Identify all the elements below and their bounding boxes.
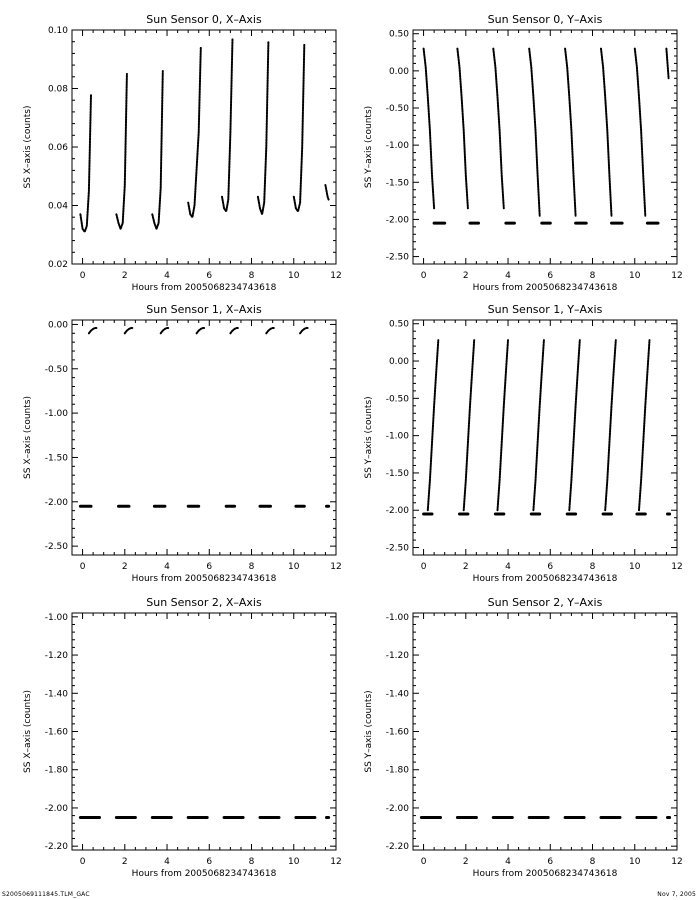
x-axis-label: Hours from 2005068234743618 xyxy=(472,869,618,879)
x-tick-label: 10 xyxy=(288,562,300,572)
x-tick-label: 12 xyxy=(330,271,342,281)
y-tick-label: -2.00 xyxy=(385,803,409,814)
x-tick-label: 8 xyxy=(248,857,255,867)
x-tick-label: 10 xyxy=(629,271,641,281)
x-tick-label: 12 xyxy=(330,857,342,867)
y-tick-label: 0.50 xyxy=(388,29,409,40)
y-tick-label: -2.20 xyxy=(385,842,409,853)
y-tick-label: 0.06 xyxy=(47,143,68,153)
y-axis-label: SS X–axis (counts) xyxy=(23,105,33,189)
x-tick-label: 2 xyxy=(121,271,128,281)
y-tick-label: -2.00 xyxy=(44,803,68,814)
chart-title: Sun Sensor 2, Y–Axis xyxy=(487,596,603,609)
y-tick-label: -0.50 xyxy=(44,364,68,375)
panel-1 xyxy=(364,13,683,293)
y-tick-label: 0.50 xyxy=(388,319,409,330)
x-tick-label: 8 xyxy=(589,271,596,281)
x-tick-label: 12 xyxy=(671,857,683,867)
panel-4 xyxy=(23,596,342,879)
x-tick-label: 8 xyxy=(589,562,596,572)
data-segment xyxy=(666,49,668,79)
y-tick-label: -1.00 xyxy=(385,141,409,152)
y-tick-label: -2.20 xyxy=(44,842,68,853)
x-tick-label: 2 xyxy=(462,271,469,281)
x-tick-label: 6 xyxy=(547,562,554,572)
x-tick-label: 2 xyxy=(462,857,469,867)
x-tick-label: 6 xyxy=(206,857,213,867)
chart-title: Sun Sensor 0, X–Axis xyxy=(146,13,262,26)
data-segment xyxy=(565,49,576,216)
data-segment xyxy=(601,49,612,216)
data-segment xyxy=(89,328,97,333)
x-tick-label: 6 xyxy=(206,562,213,572)
x-axis-label: Hours from 2005068234743618 xyxy=(131,869,277,879)
x-tick-label: 0 xyxy=(420,857,427,867)
data-segment xyxy=(605,340,616,510)
y-axis-label: SS Y–axis (counts) xyxy=(364,105,374,189)
panel-2 xyxy=(23,303,342,584)
data-segment xyxy=(457,49,468,209)
y-tick-label: -1.00 xyxy=(385,431,409,442)
x-tick-label: 0 xyxy=(420,562,427,572)
x-tick-label: 4 xyxy=(505,271,511,281)
plot-frame xyxy=(413,320,677,555)
y-tick-label: -1.80 xyxy=(385,765,409,776)
y-tick-label: 0.00 xyxy=(47,320,68,331)
y-tick-label: -1.00 xyxy=(44,409,68,420)
y-tick-label: 0.08 xyxy=(47,84,68,95)
panel-5 xyxy=(364,596,683,879)
x-tick-label: 10 xyxy=(288,271,300,281)
y-tick-label: -2.00 xyxy=(385,215,409,226)
data-segment xyxy=(493,49,504,209)
y-axis-label: SS Y–axis (counts) xyxy=(364,690,374,773)
x-tick-label: 12 xyxy=(671,562,683,572)
panel-3 xyxy=(364,303,683,584)
x-tick-label: 8 xyxy=(589,857,596,867)
y-tick-label: 0.04 xyxy=(47,201,68,212)
data-segment xyxy=(300,328,308,333)
data-segment xyxy=(325,185,328,200)
panel-0 xyxy=(23,13,342,293)
footer-date: Nov 7, 2005 xyxy=(657,891,696,898)
y-axis-label: SS X–axis (counts) xyxy=(23,690,33,773)
plot-frame xyxy=(72,613,336,850)
x-tick-label: 0 xyxy=(79,857,86,867)
plot-frame xyxy=(413,613,677,850)
y-axis-label: SS X–axis (counts) xyxy=(23,396,33,479)
x-tick-label: 10 xyxy=(629,562,641,572)
data-segment xyxy=(424,49,435,209)
x-tick-label: 4 xyxy=(505,562,511,572)
x-tick-label: 2 xyxy=(121,857,128,867)
x-axis-label: Hours from 2005068234743618 xyxy=(472,574,618,584)
data-segment xyxy=(230,328,238,333)
x-tick-label: 4 xyxy=(505,857,511,867)
y-tick-label: -0.50 xyxy=(385,104,409,114)
x-tick-label: 2 xyxy=(462,562,469,572)
y-tick-label: -1.40 xyxy=(385,689,409,700)
data-segment xyxy=(152,71,163,229)
footer-filename: S2005069111845.TLM_GAC xyxy=(2,891,90,898)
data-segment xyxy=(258,42,269,215)
plot-frame xyxy=(72,320,336,555)
x-tick-label: 4 xyxy=(164,562,170,572)
data-segment xyxy=(266,328,275,333)
data-segment xyxy=(80,94,91,232)
y-tick-label: -1.20 xyxy=(385,651,409,662)
y-tick-label: -1.50 xyxy=(385,468,409,479)
x-tick-label: 6 xyxy=(547,271,554,281)
x-tick-label: 10 xyxy=(288,857,300,867)
data-segment xyxy=(161,328,170,333)
data-segment xyxy=(498,340,509,510)
x-axis-label: Hours from 2005068234743618 xyxy=(472,283,618,293)
y-tick-label: -1.20 xyxy=(44,651,68,662)
x-tick-label: 4 xyxy=(164,271,170,281)
x-axis-label: Hours from 2005068234743618 xyxy=(131,574,277,584)
y-tick-label: -2.00 xyxy=(44,497,68,508)
y-tick-label: -1.80 xyxy=(44,765,68,776)
data-segment xyxy=(529,49,540,216)
data-segment xyxy=(635,49,646,216)
x-tick-label: 12 xyxy=(671,271,683,281)
x-tick-label: 8 xyxy=(248,562,255,572)
y-tick-label: -0.50 xyxy=(385,394,409,405)
data-segment xyxy=(294,45,305,212)
y-tick-label: -1.60 xyxy=(44,727,68,738)
x-tick-label: 2 xyxy=(121,562,128,572)
y-tick-label: 0.10 xyxy=(47,26,68,36)
x-tick-label: 6 xyxy=(547,857,554,867)
data-segment xyxy=(639,340,650,510)
chart-title: Sun Sensor 2, X–Axis xyxy=(146,596,262,609)
chart-title: Sun Sensor 1, X–Axis xyxy=(146,303,262,316)
data-segment xyxy=(569,340,580,510)
x-tick-label: 6 xyxy=(206,271,213,281)
x-axis-label: Hours from 2005068234743618 xyxy=(131,283,277,293)
y-axis-label: SS Y–axis (counts) xyxy=(364,396,374,479)
y-tick-label: -1.00 xyxy=(44,612,68,623)
plot-frame xyxy=(72,30,336,264)
chart-title: Sun Sensor 0, Y–Axis xyxy=(487,13,603,26)
data-segment xyxy=(197,328,206,333)
y-tick-label: 0.00 xyxy=(388,357,409,368)
data-segment xyxy=(533,340,544,510)
x-tick-label: 0 xyxy=(79,271,86,281)
y-tick-label: -1.50 xyxy=(44,453,68,464)
chart-title: Sun Sensor 1, Y–Axis xyxy=(487,303,603,316)
y-tick-label: -2.50 xyxy=(385,543,409,554)
x-tick-label: 10 xyxy=(629,857,641,867)
data-segment xyxy=(116,74,127,229)
y-tick-label: 0.02 xyxy=(47,260,68,270)
y-tick-label: 0.00 xyxy=(388,66,409,77)
data-segment xyxy=(464,340,475,510)
data-segment xyxy=(428,340,439,510)
y-tick-label: -1.50 xyxy=(385,178,409,189)
x-tick-label: 12 xyxy=(330,562,342,572)
data-segment xyxy=(222,39,233,212)
x-tick-label: 4 xyxy=(164,857,170,867)
y-tick-label: -2.50 xyxy=(385,252,409,263)
x-tick-label: 0 xyxy=(420,271,427,281)
data-segment xyxy=(125,328,133,333)
y-tick-label: -1.00 xyxy=(385,612,409,623)
x-tick-label: 0 xyxy=(79,562,86,572)
y-tick-label: -1.40 xyxy=(44,689,68,700)
y-tick-label: -2.50 xyxy=(44,542,68,553)
x-tick-label: 8 xyxy=(248,271,255,281)
data-segment xyxy=(188,48,201,218)
y-tick-label: -2.00 xyxy=(385,506,409,517)
y-tick-label: -1.60 xyxy=(385,727,409,738)
